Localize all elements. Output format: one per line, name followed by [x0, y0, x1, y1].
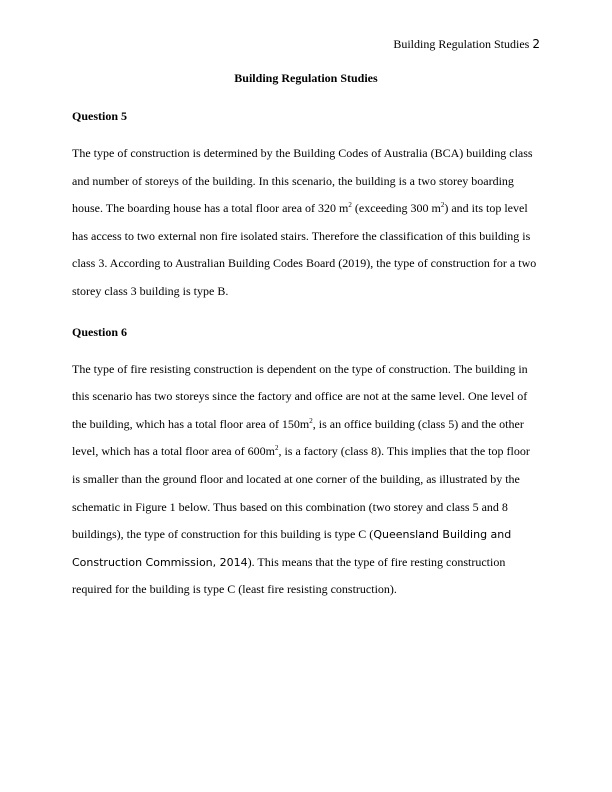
q5-text-part-1: The type of construction is determined by the Building Codes of Australia (BCA) building class and number of storeys of the building. In this scenario, the building is a two storey boarding house. The boarding house has a total floor area of 320 m: [72, 146, 533, 216]
q6-superscript-1: 2: [309, 416, 313, 425]
q6-text-part-2: , is an office building (class 5) and the other level, which has a total floor area of 600m: [72, 416, 524, 459]
q6-superscript-2: 2: [274, 444, 279, 453]
question-5-heading: Question 5: [72, 109, 128, 123]
q5-superscript-1: 2: [348, 201, 352, 210]
running-title: Building Regulation Studies: [393, 37, 530, 51]
page-number: 2: [532, 37, 540, 51]
q6-citation: Queensland Building and Construction Commission, 2014: [72, 528, 512, 569]
q6-text-part-4: ). This means that the type of fire resting construction required for the building is type C (least fire resisting construction).: [72, 554, 506, 597]
document-body: [72, 70, 540, 622]
question-5-paragraph: [72, 140, 540, 306]
q6-text-part-3: , is a factory (class 8). This implies that the top floor is smaller than the ground floor and located at one corner of the building, as illustrated by the schematic in Figure 1 below. Thus based on this combination (two storey and class 5 and 8 buildings), the type of construction for this building is type C (: [72, 444, 530, 542]
question-6-paragraph: [72, 356, 540, 604]
q6-text-part-1: The type of fire resisting construction is dependent on the type of construction. The building in this scenario has two storeys since the factory and office are not at the same level. One level of the building, which has a total floor area of 150m: [72, 361, 528, 431]
q5-text-part-2: (exceeding 300 m: [351, 201, 441, 216]
question-6-heading: Question 6: [72, 324, 128, 339]
q5-text-part-3: ) and its top level has access to two external non fire isolated stairs. Therefore the classification of this building is class 3. According to Australian Building Codes Board (2019), the type of construction for a two storey class 3 building is type B.: [72, 201, 537, 298]
running-header: [393, 36, 540, 52]
document-title: Building Regulation Studies: [234, 71, 378, 85]
q5-superscript-2: 2: [440, 201, 445, 210]
